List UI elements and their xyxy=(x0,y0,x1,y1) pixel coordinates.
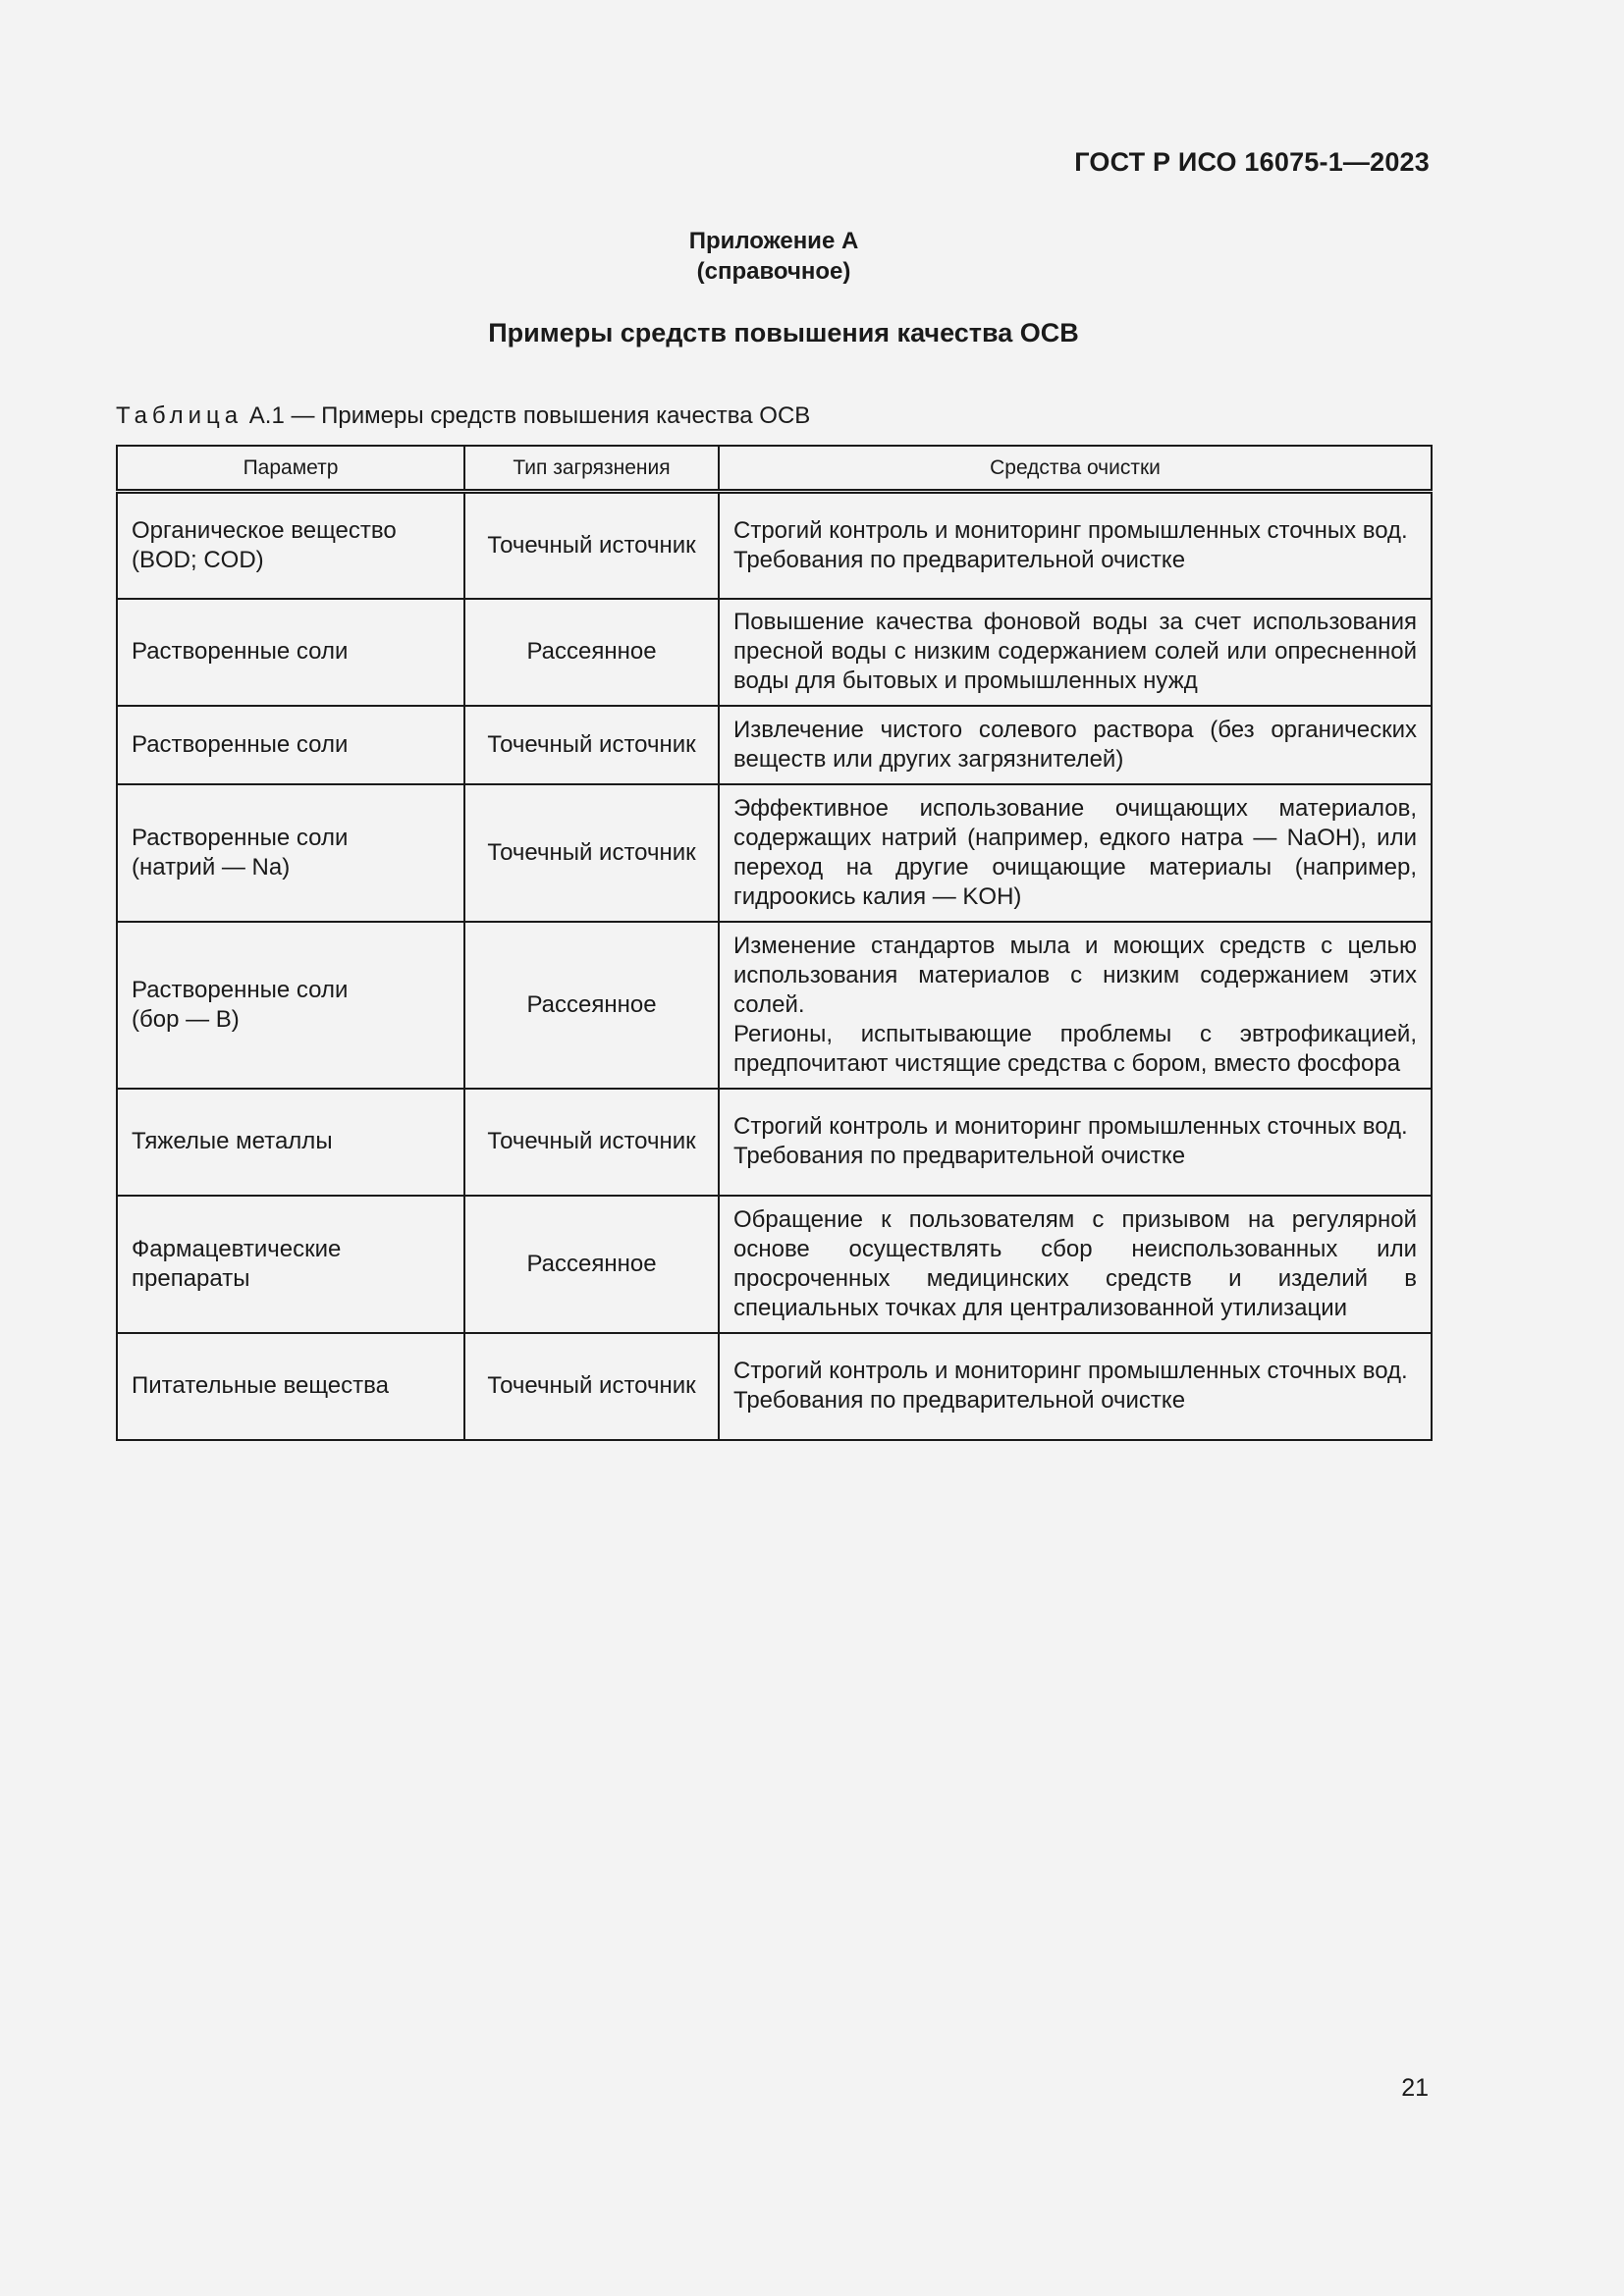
table-row xyxy=(117,922,1432,1089)
header-pollution-type: Тип загрязнения xyxy=(464,446,719,492)
cell-parameter xyxy=(117,1196,464,1333)
parameter-line: Питательные вещества xyxy=(132,1372,389,1399)
parameter-line: Растворенные соли xyxy=(132,976,349,1003)
cell-pollution-type: Точечный источник xyxy=(464,492,719,599)
means-paragraph: Требования по предварительной очистке xyxy=(733,1143,1186,1169)
parameter-line: Тяжелые металлы xyxy=(132,1128,333,1154)
cell-pollution-type: Рассеянное xyxy=(464,1196,719,1333)
means-paragraph: Требования по предварительной очистке xyxy=(733,546,1186,573)
parameter-line: Фармацевтические препараты xyxy=(132,1235,342,1292)
parameter-line: (бор — B) xyxy=(132,1005,240,1033)
cell-parameter xyxy=(117,922,464,1089)
cell-purification-means xyxy=(719,706,1432,784)
cell-pollution-type: Рассеянное xyxy=(464,599,719,706)
table-caption xyxy=(116,402,810,430)
annex-title: Приложение А xyxy=(688,228,859,254)
table-row xyxy=(117,784,1432,922)
parameter-line: Растворенные соли xyxy=(132,730,349,758)
means-paragraph: Регионы, испытывающие проблемы с эвтрофикацией, предпочитают чистящие средства с бором, вместо фосфора xyxy=(733,1020,1417,1077)
parameter-line: (BOD; COD) xyxy=(132,546,264,573)
means-paragraph: Изменение стандартов мыла и моющих средств с целью использования материалов с низким содержанием этих солей. xyxy=(733,932,1417,1018)
annex-subtitle: (справочное) xyxy=(696,258,851,285)
parameter-line: Растворенные соли xyxy=(132,824,349,851)
document-code: ГОСТ Р ИСО 16075-1—2023 xyxy=(1074,147,1430,177)
parameter-line: Растворенные соли xyxy=(132,638,349,665)
section-title: Примеры средств повышения качества ОСВ xyxy=(488,318,1079,347)
cell-purification-means xyxy=(719,599,1432,706)
cell-purification-means xyxy=(719,1196,1432,1333)
cell-parameter xyxy=(117,1333,464,1440)
cell-pollution-type: Точечный источник xyxy=(464,706,719,784)
header-parameter: Параметр xyxy=(117,446,464,492)
cell-purification-means xyxy=(719,784,1432,922)
cell-purification-means xyxy=(719,1089,1432,1196)
cell-pollution-type: Точечный источник xyxy=(464,1089,719,1196)
table-caption-label: Таблица xyxy=(116,402,244,429)
annex-heading xyxy=(0,226,1547,287)
table-row xyxy=(117,599,1432,706)
cell-parameter xyxy=(117,492,464,599)
cell-parameter xyxy=(117,784,464,922)
means-paragraph: Обращение к пользователям с призывом на регулярной основе осуществлять сбор неиспользованных или просроченных медицинских средств и изделий в специальных точках для централизованной утилизации xyxy=(733,1205,1417,1321)
means-paragraph: Эффективное использование очищающих материалов, содержащих натрий (например, едкого натра — NaOH), или переход на другие очищающие материалы (например, гидроокись калия — KOH) xyxy=(733,794,1417,910)
header-purification-means: Средства очистки xyxy=(719,446,1432,492)
means-paragraph: Повышение качества фоновой воды за счет использования пресной воды с низким содержанием солей или опресненной воды для бытовых и промышленных нужд xyxy=(733,609,1417,694)
table-row xyxy=(117,1333,1432,1440)
cell-parameter xyxy=(117,599,464,706)
means-paragraph: Строгий контроль и мониторинг промышленных сточных вод. xyxy=(733,1113,1408,1140)
means-paragraph: Строгий контроль и мониторинг промышленных сточных вод. xyxy=(733,516,1408,544)
cell-pollution-type: Точечный источник xyxy=(464,1333,719,1440)
table-row xyxy=(117,1089,1432,1196)
table-caption-text: А.1 — Примеры средств повышения качества ОСВ xyxy=(243,402,811,429)
cell-purification-means xyxy=(719,492,1432,599)
table-row xyxy=(117,706,1432,784)
cell-pollution-type: Рассеянное xyxy=(464,922,719,1089)
cell-purification-means xyxy=(719,922,1432,1089)
means-paragraph: Требования по предварительной очистке xyxy=(733,1387,1186,1414)
purification-means-table xyxy=(116,445,1433,1441)
page-number: 21 xyxy=(1401,2074,1429,2102)
means-paragraph: Извлечение чистого солевого раствора (без органических веществ или других загрязнителей) xyxy=(733,716,1417,773)
cell-pollution-type: Точечный источник xyxy=(464,784,719,922)
parameter-line: (натрий — Na) xyxy=(132,853,291,881)
cell-parameter xyxy=(117,706,464,784)
table-row xyxy=(117,492,1432,599)
table-row xyxy=(117,1196,1432,1333)
parameter-line: Органическое вещество xyxy=(132,516,397,544)
cell-parameter xyxy=(117,1089,464,1196)
table-header-row xyxy=(117,446,1432,492)
cell-purification-means xyxy=(719,1333,1432,1440)
means-paragraph: Строгий контроль и мониторинг промышленных сточных вод. xyxy=(733,1358,1408,1384)
